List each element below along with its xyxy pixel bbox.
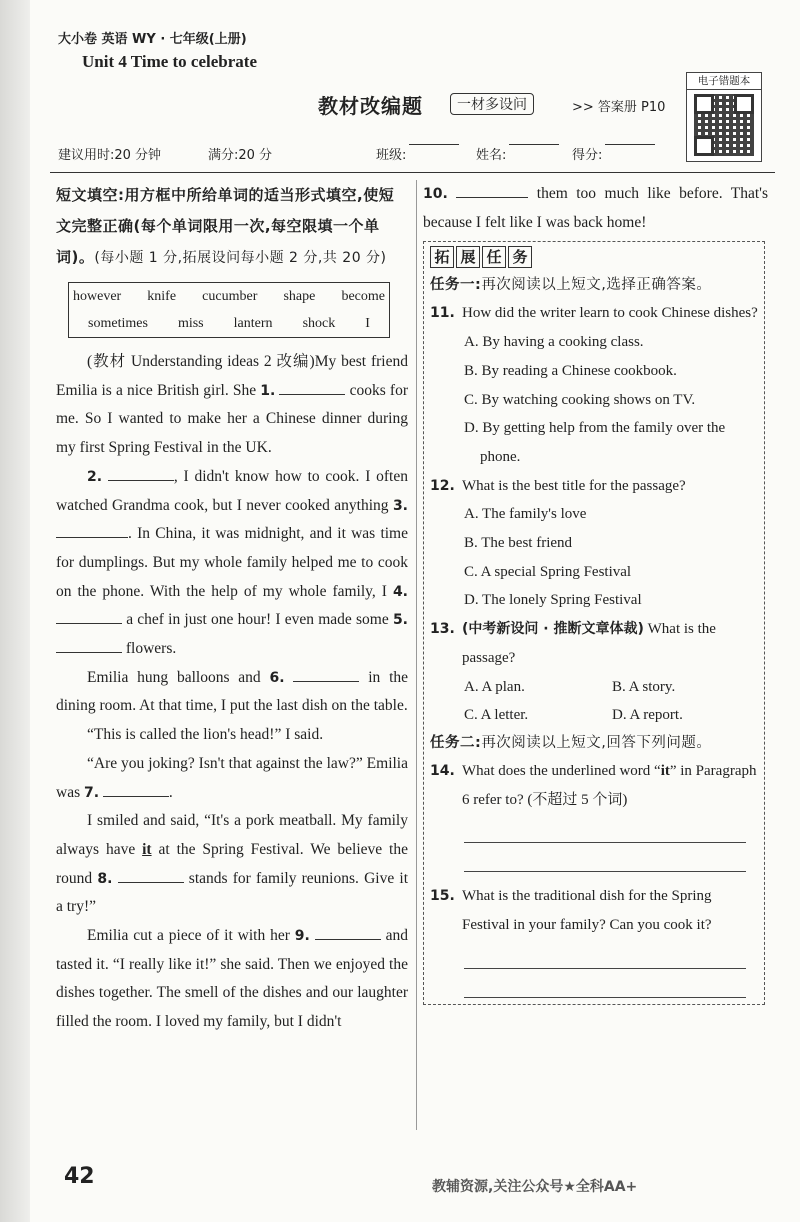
blank-3[interactable] <box>56 523 128 538</box>
task-1-instruction: 任务一:再次阅读以上短文,选择正确答案。 <box>430 277 712 294</box>
score-field[interactable] <box>572 144 602 163</box>
suggested-time: 建议用时:20 分钟 <box>58 148 162 163</box>
option[interactable]: A. A plan. <box>464 678 525 695</box>
blank-9[interactable] <box>315 925 381 940</box>
blank-number: 2. <box>87 468 103 485</box>
extension-tasks <box>423 241 765 1004</box>
blank-number: 3. <box>392 497 408 514</box>
page-edge <box>0 0 30 1222</box>
instructions <box>56 180 408 274</box>
question-14: 14. What does the underlined word “it” in Paragraph 6 refer to? (不超过 5 个词) <box>430 757 760 872</box>
paragraph-2: 2. , I didn't know how to cook. I often watched Grandma cook, but I never cooked anything 3. . In China, it was midnight, and it was time for dumplings. But my whole family helped me to cook on the phone. With the help of my whole family, I 4. a chef in just one hour! I even made some 5. flowers. <box>56 467 408 658</box>
option[interactable]: C. By watching cooking shows on TV. <box>464 391 696 408</box>
right-column <box>423 180 768 1005</box>
option[interactable]: B. By reading a Chinese cookbook. <box>464 362 677 379</box>
unit-title: Unit 4 Time to celebrate <box>82 52 257 71</box>
class-blank[interactable] <box>409 144 459 145</box>
option[interactable]: C. A letter. <box>464 707 529 724</box>
qr-code-icon <box>694 94 754 156</box>
blank-number: 7. <box>83 784 100 801</box>
paragraph-6: I smiled and said, “It's a pork meatball. My family always have it at the Spring Festival. We believe the round 8. stands for family reunions. Give it a try!” <box>56 812 409 916</box>
option[interactable]: A. By having a cooking class. <box>464 334 644 351</box>
answer-line[interactable] <box>464 851 746 872</box>
word: sometimes <box>88 316 148 331</box>
qr-label: 电子错题本 <box>687 73 761 90</box>
word: however <box>73 289 122 304</box>
word: shape <box>283 289 316 304</box>
page-number: 42 <box>64 1164 95 1189</box>
blank-2[interactable] <box>108 466 174 481</box>
blank-number: 8. <box>97 870 113 887</box>
answer-line[interactable] <box>464 822 746 843</box>
word: miss <box>177 316 204 331</box>
word: shock <box>302 316 336 331</box>
name-label: 姓名: <box>476 148 507 163</box>
word: knife <box>147 289 177 304</box>
paragraph-1: (教材 Understanding ideas 2 改编)My best friend Emilia is a nice British girl. She 1. cooks for me. So I wanted to make her a Chinese dinner during my first Spring Festival in the UK. <box>56 353 408 457</box>
word-box <box>68 282 390 338</box>
paragraph-7-continued: 10. them too much like before. That's because I felt like I was back home! <box>423 185 769 231</box>
word: I <box>365 316 370 331</box>
qr-code-box[interactable] <box>686 72 762 162</box>
word: cucumber <box>202 289 258 304</box>
score-blank[interactable] <box>605 144 655 145</box>
blank-number: 5. <box>392 612 408 629</box>
passage <box>56 348 408 1037</box>
section-title: 教材改编题 <box>318 94 423 118</box>
blank-7[interactable] <box>103 782 169 797</box>
option[interactable]: A. The family's love <box>464 506 587 523</box>
blank-8[interactable] <box>118 868 184 883</box>
instructions-note: (每小题 1 分,拓展设问每小题 2 分,共 20 分) <box>94 250 387 266</box>
answer-line[interactable] <box>464 977 746 998</box>
blank-number: 1. <box>260 382 276 399</box>
paragraph-3: Emilia hung balloons and 6. in the dining room. At that time, I put the last dish on the table. <box>56 668 409 715</box>
series-title: 大小卷 英语 WY · 七年级(上册) <box>58 32 247 47</box>
word-box-row <box>69 283 389 310</box>
blank-number: 10. <box>423 186 448 202</box>
underlined-it: it <box>142 840 152 858</box>
question-13: 13. (中考新设问 · 推断文章体裁) What is the passage? A. A plan. B. A story. C. A letter. D. A report. <box>430 615 760 730</box>
footer-promo: 教辅资源,关注公众号★全科AA+ <box>432 1179 638 1195</box>
paragraph-4: “This is called the lion's head!” I said. <box>87 726 324 744</box>
blank-number: 9. <box>294 928 310 945</box>
class-field[interactable] <box>376 144 406 163</box>
blank-10[interactable] <box>456 183 528 198</box>
left-column <box>56 180 408 1037</box>
question-12: 12. What is the best title for the passage? A. The family's love B. The best friend C. A special Spring Festival D. The lonely Spring Festival <box>430 472 760 616</box>
question-11: 11. How did the writer learn to cook Chinese dishes? A. By having a cooking class. B. By reading a Chinese cookbook. C. By watching cooking shows on TV. D. By getting help from the family over the phone. <box>430 299 760 471</box>
answer-reference: >> 答案册 P10 <box>572 100 666 115</box>
full-score: 满分:20 分 <box>208 148 273 163</box>
instructions-main: 短文填空:用方框中所给单词的适当形式填空,使短文完整正确(每个单词限用一次,每空限填一个单词)。 <box>56 186 395 266</box>
blank-5[interactable] <box>56 638 122 653</box>
score-label: 得分: <box>572 148 603 163</box>
question-tag: (中考新设问 · 推断文章体裁) <box>462 621 644 638</box>
option[interactable]: C. A special Spring Festival <box>464 563 632 580</box>
word: lantern <box>233 316 273 331</box>
blank-1[interactable] <box>279 380 345 395</box>
column-divider <box>416 180 417 1130</box>
paragraph-7: Emilia cut a piece of it with her 9. and tasted it. “I really like it!” she said. Then we enjoyed the dishes together. The smell of the dishes and our laughter filled the room. I loved my family, but I didn't <box>56 927 408 1031</box>
name-blank[interactable] <box>509 144 559 145</box>
header-rule <box>50 172 775 173</box>
tasks-heading: 拓 展 任 务 <box>430 246 760 268</box>
sub-tag: 一材多设问 <box>450 93 534 115</box>
answer-line[interactable] <box>464 948 746 969</box>
task-2-instruction: 任务二:再次阅读以上短文,回答下列问题。 <box>430 734 712 751</box>
passage-continued <box>423 180 768 237</box>
word-box-row <box>69 310 389 337</box>
option[interactable]: D. By getting help from the family over the phone. <box>464 420 726 465</box>
option[interactable]: B. The best friend <box>464 535 573 552</box>
word: become <box>341 289 385 304</box>
option[interactable]: D. The lonely Spring Festival <box>464 592 642 609</box>
class-label: 班级: <box>376 148 407 163</box>
blank-4[interactable] <box>56 609 122 624</box>
name-field[interactable] <box>476 144 506 163</box>
blank-number: 6. <box>269 669 285 686</box>
option[interactable]: B. A story. <box>612 678 676 695</box>
question-15: 15. What is the traditional dish for the Spring Festival in your family? Can you cook it? <box>430 882 760 997</box>
paragraph-5: “Are you joking? Isn't that against the law?” Emilia was 7. . <box>56 754 408 801</box>
blank-6[interactable] <box>293 667 359 682</box>
blank-number: 4. <box>392 583 408 600</box>
option[interactable]: D. A report. <box>612 707 683 724</box>
